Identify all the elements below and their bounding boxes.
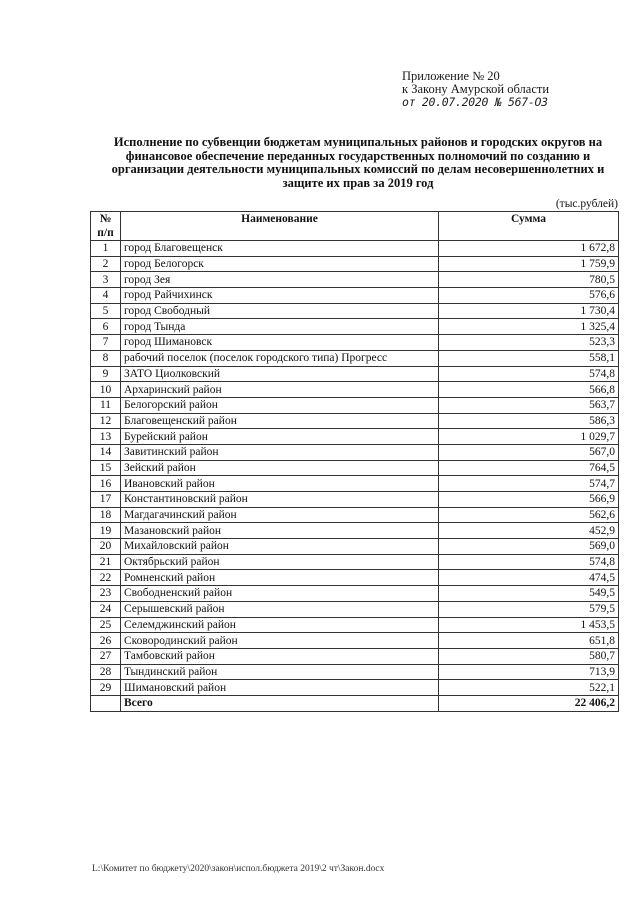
row-number: 27: [91, 648, 121, 664]
row-name: город Райчихинск: [121, 288, 439, 304]
table-row: [91, 492, 619, 508]
table-row: [91, 272, 619, 288]
table-row: [91, 617, 619, 633]
row-name: Магдагачинский район: [121, 507, 439, 523]
row-name: город Зея: [121, 272, 439, 288]
row-sum: 1 453,5: [439, 617, 619, 633]
appendix-date-number: от 20.07.2020 № 567-ОЗ: [402, 95, 548, 109]
row-sum: 1 029,7: [439, 429, 619, 445]
row-sum: 569,0: [439, 539, 619, 555]
row-name: ЗАТО Циолковский: [121, 366, 439, 382]
table-row: [91, 319, 619, 335]
total-label: Всего: [121, 695, 439, 711]
row-sum: 574,8: [439, 554, 619, 570]
table-row: [91, 476, 619, 492]
row-number: 17: [91, 492, 121, 508]
row-sum: 522,1: [439, 680, 619, 696]
row-number: 7: [91, 335, 121, 351]
appendix-stamp: [402, 70, 617, 109]
row-sum: 523,3: [439, 335, 619, 351]
total-row: [91, 695, 619, 711]
row-name: Мазановский район: [121, 523, 439, 539]
row-name: Михайловский район: [121, 539, 439, 555]
row-number: 1: [91, 241, 121, 257]
table-header-row: [91, 212, 619, 227]
row-sum: 474,5: [439, 570, 619, 586]
header-name: Наименование: [121, 212, 439, 227]
row-name: Ивановский район: [121, 476, 439, 492]
row-name: город Шимановск: [121, 335, 439, 351]
table-row: [91, 648, 619, 664]
row-sum: 651,8: [439, 633, 619, 649]
row-sum: 452,9: [439, 523, 619, 539]
table-row: [91, 586, 619, 602]
header-sum-blank: [439, 226, 619, 241]
row-number: 24: [91, 601, 121, 617]
table-row: [91, 664, 619, 680]
row-number: 26: [91, 633, 121, 649]
table-row: [91, 413, 619, 429]
row-number: 16: [91, 476, 121, 492]
row-sum: 563,7: [439, 397, 619, 413]
table-row: [91, 256, 619, 272]
units-label: (тыс.рублей): [555, 198, 618, 210]
row-name: Ромненский район: [121, 570, 439, 586]
row-sum: 579,5: [439, 601, 619, 617]
table-row: [91, 288, 619, 304]
row-sum: 1 730,4: [439, 303, 619, 319]
row-sum: 574,8: [439, 366, 619, 382]
row-number: 22: [91, 570, 121, 586]
table-row: [91, 523, 619, 539]
table-row: [91, 397, 619, 413]
row-number: 9: [91, 366, 121, 382]
row-sum: 576,6: [439, 288, 619, 304]
row-number: 29: [91, 680, 121, 696]
row-sum: 1 672,8: [439, 241, 619, 257]
row-number: 19: [91, 523, 121, 539]
table-row: [91, 460, 619, 476]
row-sum: 764,5: [439, 460, 619, 476]
row-sum: 566,9: [439, 492, 619, 508]
table-row: [91, 570, 619, 586]
table-row: [91, 382, 619, 398]
row-number: 18: [91, 507, 121, 523]
row-name: Завитинский район: [121, 444, 439, 460]
header-num-sub: п/п: [91, 226, 121, 241]
appendix-number: Приложение № 20: [402, 69, 500, 83]
row-number: 10: [91, 382, 121, 398]
row-number: 6: [91, 319, 121, 335]
row-sum: 566,8: [439, 382, 619, 398]
row-number: 11: [91, 397, 121, 413]
row-name: Благовещенский район: [121, 413, 439, 429]
appendix-law: к Закону Амурской области: [402, 82, 550, 96]
row-number: 8: [91, 350, 121, 366]
row-name: Серышевский район: [121, 601, 439, 617]
row-name: Октябрьский район: [121, 554, 439, 570]
row-name: Шимановский район: [121, 680, 439, 696]
row-sum: 713,9: [439, 664, 619, 680]
row-sum: 549,5: [439, 586, 619, 602]
table-header-row-2: [91, 226, 619, 241]
table-row: [91, 335, 619, 351]
row-name: Константиновский район: [121, 492, 439, 508]
row-sum: 586,3: [439, 413, 619, 429]
row-number: 13: [91, 429, 121, 445]
table-row: [91, 507, 619, 523]
row-number: 3: [91, 272, 121, 288]
table-row: [91, 444, 619, 460]
row-name: Архаринский район: [121, 382, 439, 398]
header-name-blank: [121, 226, 439, 241]
row-sum: 558,1: [439, 350, 619, 366]
row-sum: 580,7: [439, 648, 619, 664]
row-number: 23: [91, 586, 121, 602]
row-sum: 1 759,9: [439, 256, 619, 272]
document-title: Исполнение по субвенции бюджетам муниципальных районов и городских округов на финансовое обеспечение переданных государственных полномочий по созданию и организации деятельности муниципальных комиссий по делам несовершеннолетних и защите их прав за 2019 год: [111, 135, 605, 190]
table-row: [91, 554, 619, 570]
row-number: 12: [91, 413, 121, 429]
row-name: город Свободный: [121, 303, 439, 319]
row-name: город Тында: [121, 319, 439, 335]
row-sum: 574,7: [439, 476, 619, 492]
table-row: [91, 680, 619, 696]
row-name: Тындинский район: [121, 664, 439, 680]
row-number: 5: [91, 303, 121, 319]
table-row: [91, 350, 619, 366]
row-number: 2: [91, 256, 121, 272]
row-sum: 1 325,4: [439, 319, 619, 335]
subvention-table: [90, 211, 619, 712]
file-path-footer: L:\Комитет по бюджету\2020\закон\испол.бюджета 2019\2 чт\Закон.docx: [92, 864, 385, 874]
row-name: Сковородинский район: [121, 633, 439, 649]
row-name: Тамбовский район: [121, 648, 439, 664]
header-num: №: [91, 212, 121, 227]
row-name: город Белогорск: [121, 256, 439, 272]
total-num-cell: [91, 695, 121, 711]
row-sum: 567,0: [439, 444, 619, 460]
row-name: рабочий поселок (поселок городского типа) Прогресс: [121, 350, 439, 366]
row-name: Белогорский район: [121, 397, 439, 413]
row-name: Зейский район: [121, 460, 439, 476]
row-number: 20: [91, 539, 121, 555]
table-row: [91, 303, 619, 319]
row-number: 21: [91, 554, 121, 570]
row-name: город Благовещенск: [121, 241, 439, 257]
table-row: [91, 241, 619, 257]
table-body: [91, 241, 619, 696]
row-sum: 562,6: [439, 507, 619, 523]
row-number: 28: [91, 664, 121, 680]
table-row: [91, 366, 619, 382]
table-row: [91, 539, 619, 555]
row-sum: 780,5: [439, 272, 619, 288]
row-name: Селемджинский район: [121, 617, 439, 633]
table-row: [91, 601, 619, 617]
total-sum: 22 406,2: [439, 695, 619, 711]
table-row: [91, 429, 619, 445]
row-number: 25: [91, 617, 121, 633]
header-sum: Сумма: [439, 212, 619, 227]
table-row: [91, 633, 619, 649]
row-name: Бурейский район: [121, 429, 439, 445]
row-number: 15: [91, 460, 121, 476]
row-number: 4: [91, 288, 121, 304]
row-number: 14: [91, 444, 121, 460]
row-name: Свободненский район: [121, 586, 439, 602]
